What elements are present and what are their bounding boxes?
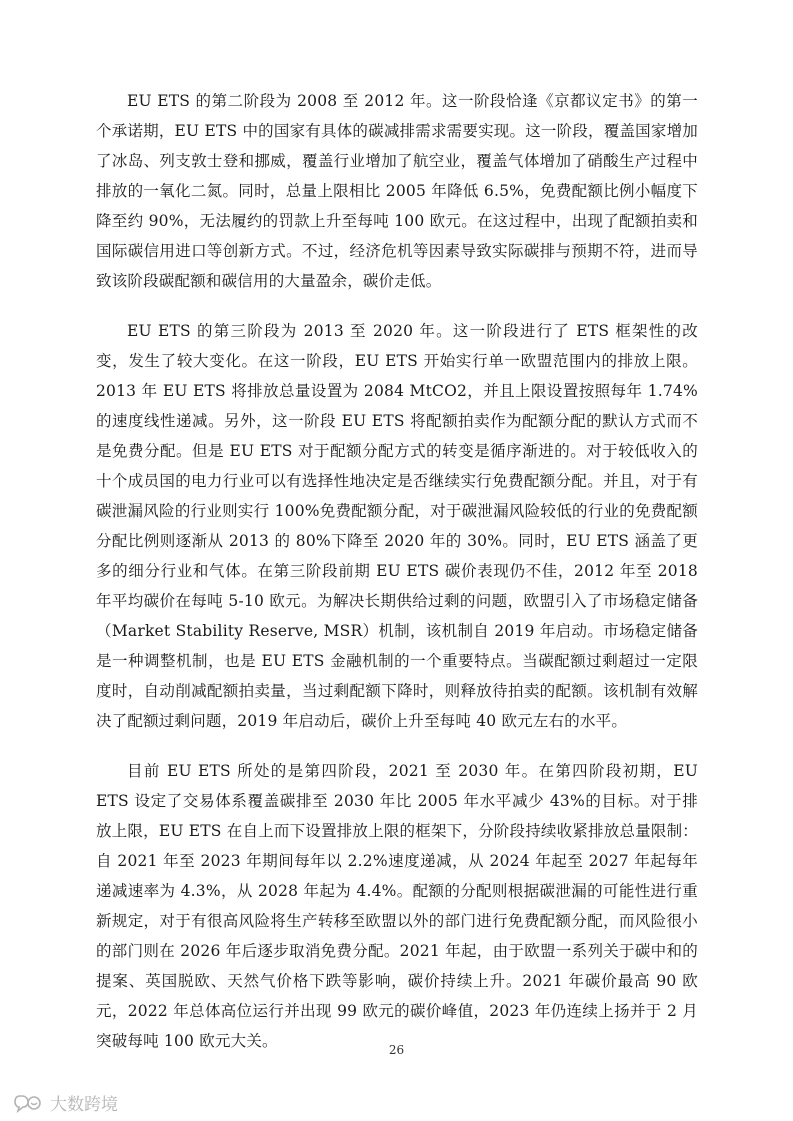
document-body (96, 86, 698, 1076)
watermark (14, 1090, 118, 1115)
paragraph-phase-two: EU ETS 的第二阶段为 2008 至 2012 年。这一阶段恰逢《京都议定书》的第一个承诺期，EU ETS 中的国家有具体的碳减排需求需要实现。这一阶段，覆盖国家增加了冰岛、列支敦士登和挪威，覆盖行业增加了航空业，覆盖气体增加了硝酸生产过程中排放的一氧化二氮。同时，总量上限相比 2005 年降低 6.5%，免费配额比例小幅度下降至约 90%，无法履约的罚款上升至每吨 100 欧元。在这过程中，出现了配额拍卖和国际碳信用进口等创新方式。不过，经济危机等因素导致实际碳排与预期不符，进而导致该阶段碳配额和碳信用的大量盈余，碳价走低。 (96, 92, 698, 290)
paragraph-phase-four: 目前 EU ETS 所处的是第四阶段，2021 至 2030 年。在第四阶段初期，EU ETS 设定了交易体系覆盖碳排至 2030 年比 2005 年水平减少 43%的目标。对于排放上限，EU ETS 在自上而下设置排放上限的框架下，分阶段持续收紧排放总量限制：自 2021 年至 2023 年期间每年以 2.2%速度递减，从 2024 年起至 2027 年起每年递减速率为 4.3%，从 2028 年起为 4.4%。配额的分配则根据碳泄漏的可能性进行重新规定，对于有很高风险将生产转移至欧盟以外的部门进行免费配额分配，而风险很小的部门则在 2026 年后逐步取消免费分配。2021 年起，由于欧盟一系列关于碳中和的提案、英国脱欧、天然气价格下跌等影响，碳价持续上升。2021 年碳价最高 90 欧元，2022 年总体高位运行并出现 99 欧元的碳价峰值，2023 年仍连续上扬并于 2 月突破每吨 100 欧元大关。 (96, 762, 698, 1050)
watermark-text: 大数跨境 (50, 1095, 118, 1115)
chat-bubble-logo-icon (14, 1092, 46, 1114)
page-number: 26 (388, 1043, 405, 1057)
paragraph-phase-three: EU ETS 的第三阶段为 2013 至 2020 年。这一阶段进行了 ETS 框架性的改变，发生了较大变化。在这一阶段，EU ETS 开始实行单一欧盟范围内的排放上限。2013 年 EU ETS 将排放总量设置为 2084 MtCO2，并且上限设置按照每年 1.74% 的速度线性递减。另外，这一阶段 EU ETS 将配额拍卖作为配额分配的默认方式而不是免费分配。但是 EU ETS 对于配额分配方式的转变是循序渐进的。对于较低收入的十个成员国的电力行业可以有选择性地决定是否继续实行免费配额分配。并且，对于有碳泄漏风险的行业则实行 100%免费配额分配，对于碳泄漏风险较低的行业的免费配额分配比例则逐渐从 2013 的 80%下降至 2020 年的 30%。同时，EU ETS 涵盖了更多的细分行业和气体。在第三阶段前期 EU ETS 碳价表现仍不佳，2012 年至 2018 年平均碳价在每吨 5-10 欧元。为解决长期供给过剩的问题，欧盟引入了市场稳定储备（Market Stability Reserve, MSR）机制，该机制自 2019 年启动。市场稳定储备是一种调整机制，也是 EU ETS 金融机制的一个重要特点。当碳配额过剩超过一定限度时，自动削减配额拍卖量，当过剩配额下降时，则释放待拍卖的配额。该机制有效解决了配额过剩问题，2019 年启动后，碳价上升至每吨 40 欧元左右的水平。 (96, 322, 698, 730)
